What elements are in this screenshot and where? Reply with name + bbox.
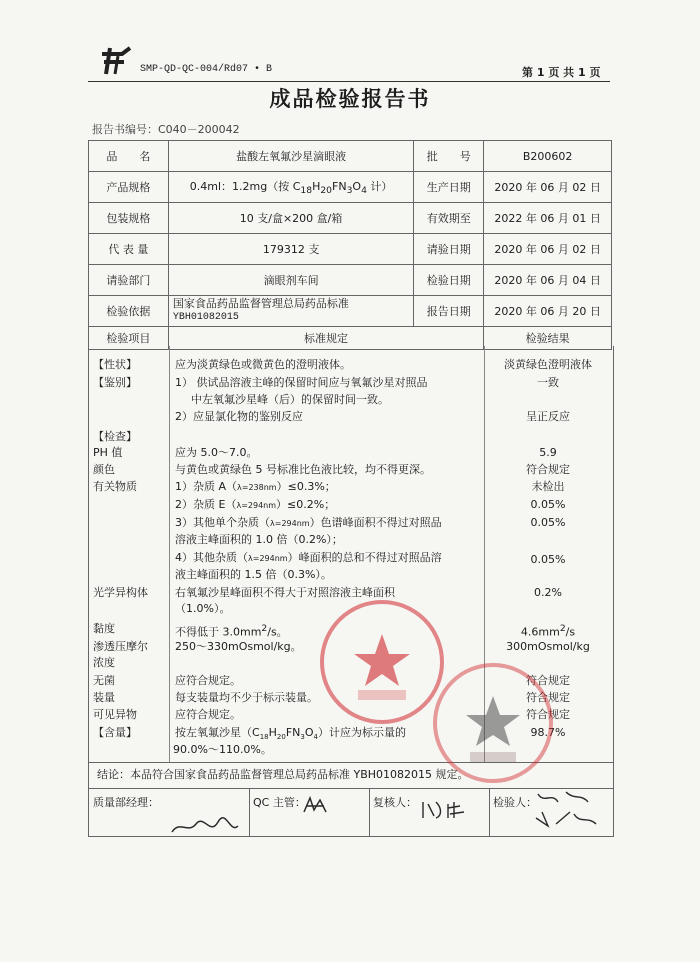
impurity-1-result: 未检出	[531, 480, 565, 493]
column-header-item: 检验项目	[89, 327, 169, 350]
page-title: 成品检验报告书	[269, 87, 431, 111]
qa-manager-label: 质量部经理：	[93, 796, 159, 809]
assay-text: FN	[285, 726, 301, 739]
spec-text: H	[312, 179, 321, 193]
impurity-3-standard-cont: 溶液主峰面积的 1.0 倍（0.2%）；	[175, 533, 343, 546]
dept-value: 滴眼剂车间	[168, 265, 413, 296]
mfg-date-value: 2020 年 06 月 02 日	[484, 172, 612, 203]
identify-standard-cont: 中左氧氟沙星峰（后）的保留时间一致。	[191, 393, 389, 406]
wavelength-text: λ=294nm	[236, 501, 277, 510]
viscosity-text: /s。	[267, 625, 288, 639]
request-date-label: 请验日期	[414, 234, 484, 265]
character-label: 【性状】	[93, 358, 137, 371]
ph-result: 5.9	[539, 446, 557, 459]
fill-volume-label: 装量	[93, 691, 115, 704]
impurity-1-standard	[175, 480, 483, 495]
reviewer-label: 复核人：	[373, 796, 417, 809]
viscosity-value: 4.6mm	[520, 625, 560, 639]
assay-result: 98.7%	[530, 726, 566, 739]
identify-result-2: 呈正反应	[526, 410, 570, 423]
basis-line: YBH01082015	[172, 312, 239, 323]
subscript: 18	[259, 733, 269, 742]
viscosity-unit: /s	[565, 625, 576, 639]
impurity-text: ）≤0.3%；	[276, 480, 336, 493]
assay-text: O	[304, 726, 314, 739]
page-info: 第 1 页 共 1 页	[522, 66, 601, 79]
table-row	[89, 141, 612, 172]
reviewer-signature	[420, 798, 470, 822]
sterility-result: 符合规定	[526, 674, 570, 687]
identify-standard-2: 2）应显氯化物的鉴别反应	[175, 410, 303, 423]
test-date-value: 2020 年 06 月 04 日	[484, 265, 612, 296]
impurity-2-result: 0.05%	[530, 498, 566, 511]
impurity-text: ）≤0.2%；	[276, 498, 336, 511]
wavelength-text: λ=294nm	[248, 554, 288, 563]
ph-label: PH 值	[93, 446, 123, 459]
impurity-text: 3）其他单个杂质（	[175, 516, 270, 529]
color-label: 颜色	[93, 463, 115, 476]
osmolality-result: 300mOsmol/kg	[506, 640, 590, 653]
sample-qty-label: 代 表 量	[89, 234, 169, 265]
osmolality-standard: 250～330mOsmol/kg。	[175, 640, 302, 653]
optical-isomer-label: 光学异构体	[93, 586, 148, 599]
document-code: SMP-QD-QC-004/Rd07 • B	[140, 64, 273, 75]
fill-volume-standard: 每支装量均不少于标示装量。	[175, 691, 318, 704]
table-row	[89, 234, 612, 265]
spec-subscript: 3	[346, 185, 353, 197]
mfg-date-label: 生产日期	[414, 172, 484, 203]
wavelength-text: λ=294nm	[270, 519, 310, 528]
viscosity-label: 黏度	[93, 622, 115, 635]
color-result: 符合规定	[526, 463, 570, 476]
viscosity-text: 不得低于 3.0mm	[175, 625, 262, 639]
package-label: 包装规格	[89, 203, 169, 234]
impurity-3-result: 0.05%	[530, 516, 566, 529]
visible-particles-label: 可见异物	[93, 708, 137, 721]
basis-line: 国家食品药品监督管理总局药品标准	[172, 297, 349, 310]
assay-label: 【含量】	[93, 726, 137, 739]
sterility-standard: 应符合规定。	[175, 674, 241, 687]
spec-text: 0.4ml：1.2mg（按 C	[189, 179, 301, 193]
assay-text: 按左氧氟沙星（C	[175, 726, 260, 739]
impurity-2-standard	[175, 498, 483, 513]
header-divider	[88, 81, 610, 82]
wavelength-text: λ=238nm	[237, 483, 277, 492]
spec-label: 产品规格	[89, 172, 169, 203]
viscosity-result	[487, 622, 609, 640]
impurity-text: 2）杂质 E（	[175, 498, 237, 511]
product-name-value: 盐酸左氧氟沙星滴眼液	[168, 141, 413, 172]
impurity-label: 有关物质	[93, 480, 137, 493]
fill-volume-result: 符合规定	[526, 691, 570, 704]
impurity-text: 1）杂质 A（	[175, 480, 238, 493]
spec-text: 计）	[366, 179, 393, 193]
subscript: 4	[313, 733, 318, 742]
table-row	[89, 172, 612, 203]
company-logo-icon	[96, 44, 136, 78]
test-date-label: 检验日期	[414, 265, 484, 296]
impurity-text: ）色谱峰面积不得过对照品	[309, 516, 442, 529]
info-table	[88, 140, 612, 350]
expiry-label: 有效期至	[414, 203, 484, 234]
visible-particles-result: 符合规定	[526, 708, 570, 721]
basis-value	[168, 296, 413, 327]
impurity-text: ）峰面积的总和不得过对照品溶	[287, 551, 442, 564]
report-number-label: 报告书编号：	[92, 123, 158, 136]
assay-standard-cont: 90.0%～110.0%。	[173, 743, 272, 756]
spec-subscript: 4	[361, 185, 367, 197]
expiry-value: 2022 年 06 月 01 日	[484, 203, 612, 234]
visible-particles-standard: 应符合规定。	[175, 708, 241, 721]
character-result: 淡黄绿色澄明液体	[504, 358, 592, 371]
optical-isomer-result: 0.2%	[534, 586, 562, 599]
column-header-standard: 标准规定	[168, 327, 483, 350]
inspection-seal-stamp-2	[430, 660, 556, 786]
identify-standard: 1） 供试品溶液主峰的保留时间应与氧氟沙星对照品	[175, 376, 428, 389]
ph-standard: 应为 5.0～7.0。	[175, 446, 258, 459]
inspector-signature	[530, 790, 600, 834]
request-date-value: 2020 年 06 月 02 日	[484, 234, 612, 265]
column-divider	[169, 346, 170, 762]
impurity-text: 4）其他杂质（	[175, 551, 248, 564]
qc-manager-label: QC 主管：	[253, 796, 306, 809]
spec-subscript: 18	[300, 185, 313, 197]
dept-label: 请验部门	[89, 265, 169, 296]
spec-value	[168, 172, 413, 203]
qa-manager-signature	[170, 812, 240, 840]
column-header-result: 检验结果	[484, 327, 612, 350]
subscript: 3	[300, 733, 305, 742]
identify-label: 【鉴别】	[93, 376, 137, 389]
batch-value: B200602	[484, 141, 612, 172]
report-date-value: 2020 年 06 月 20 日	[484, 296, 612, 327]
table-row	[89, 203, 612, 234]
exam-label: 【检查】	[93, 430, 137, 443]
impurity-3-standard	[175, 516, 483, 531]
report-number	[92, 121, 240, 137]
optical-isomer-standard: 右氧氟沙星峰面积不得大于对照溶液主峰面积	[175, 586, 395, 599]
identify-result: 一致	[537, 376, 559, 389]
superscript: 2	[261, 623, 268, 634]
osmolality-label-cont: 浓度	[93, 656, 115, 669]
package-value: 10 支/盒×200 盒/箱	[168, 203, 413, 234]
sterility-label: 无菌	[93, 674, 115, 687]
basis-label: 检验依据	[89, 296, 169, 327]
table-row	[89, 296, 612, 327]
spec-text: O	[352, 179, 362, 193]
impurity-4-standard	[175, 551, 483, 566]
conclusion: 结论：本品符合国家食品药品监督管理总局药品标准 YBH01082015 规定。	[88, 762, 614, 789]
product-name-label: 品 名	[89, 141, 169, 172]
assay-text: ）计应为标示量的	[317, 726, 406, 739]
color-standard: 与黄色或黄绿色 5 号标准比色液比较，均不得更深。	[175, 463, 431, 476]
osmolality-label: 渗透压摩尔	[93, 640, 148, 653]
impurity-4-result: 0.05%	[530, 553, 566, 566]
spec-subscript: 20	[320, 185, 332, 197]
qc-manager-signature	[300, 794, 330, 818]
table-row	[89, 265, 612, 296]
character-standard: 应为淡黄绿色或微黄色的澄明液体。	[175, 358, 351, 371]
spec-text: FN	[332, 179, 347, 193]
batch-label: 批 号	[414, 141, 484, 172]
report-number-value: C040－200042	[158, 123, 240, 136]
impurity-4-standard-cont: 液主峰面积的 1.5 倍（0.3%）。	[175, 568, 332, 581]
assay-text: H	[268, 726, 277, 739]
sample-qty-value: 179312 支	[168, 234, 413, 265]
inspector-label: 检验人：	[493, 796, 537, 809]
superscript: 2	[559, 623, 566, 634]
subscript: 20	[276, 733, 286, 742]
report-date-label: 报告日期	[414, 296, 484, 327]
inspection-seal-stamp	[318, 598, 446, 726]
optical-isomer-standard-cont: （1.0%）。	[175, 602, 231, 615]
